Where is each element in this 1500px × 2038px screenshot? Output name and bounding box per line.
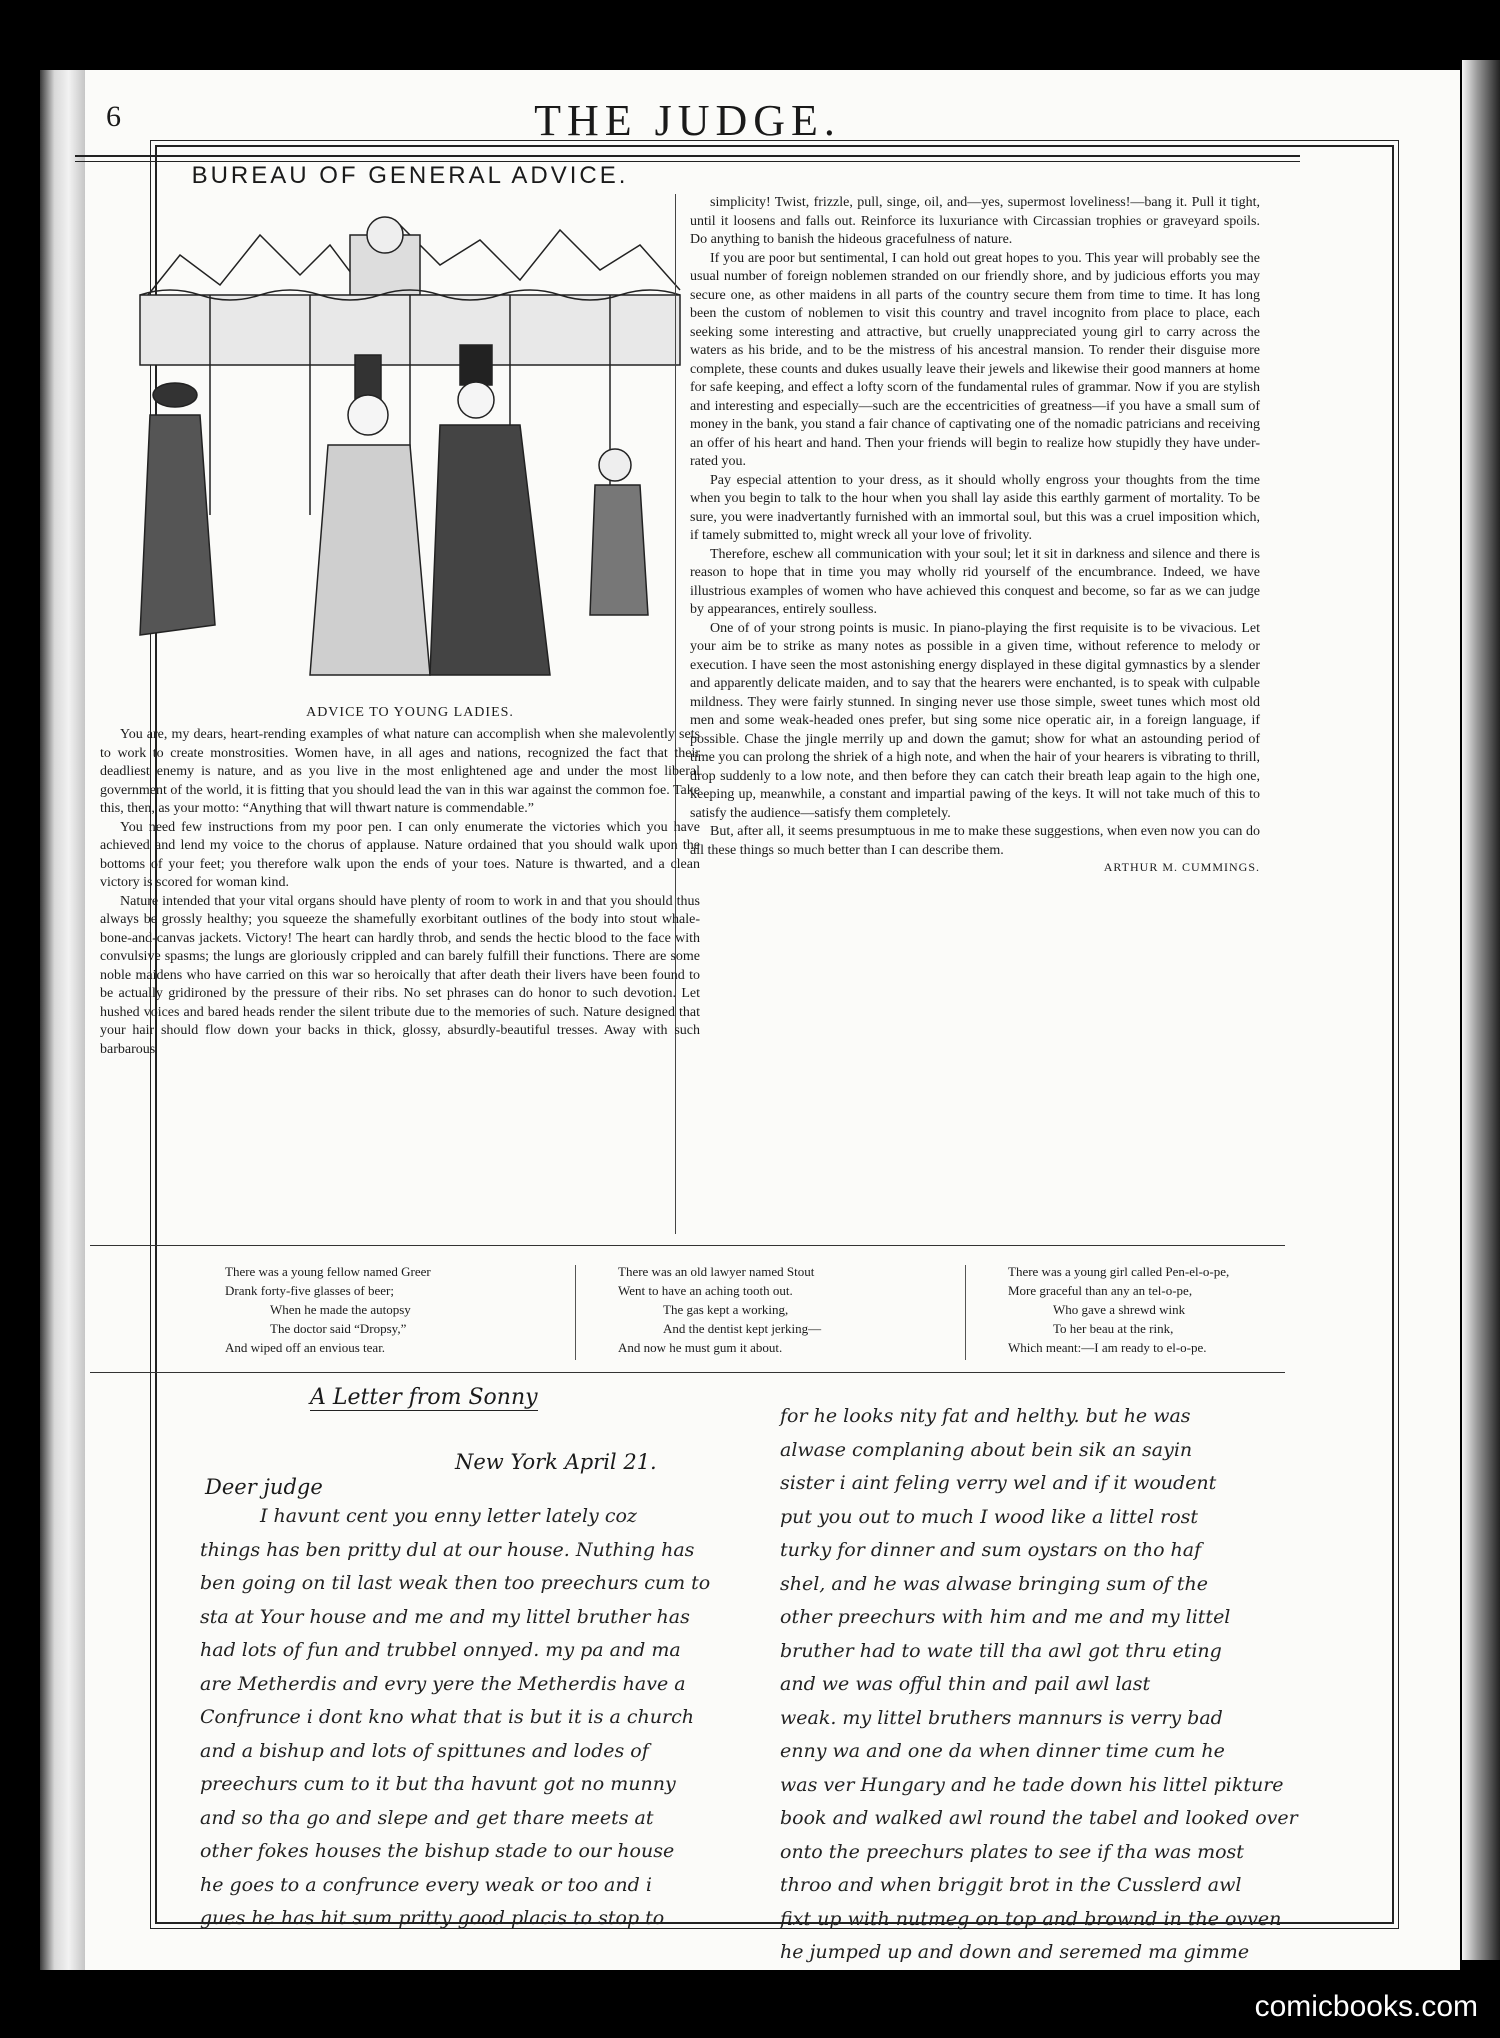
masthead-rule	[75, 155, 1300, 157]
limerick-line: Went to have an aching tooth out.	[618, 1283, 793, 1298]
limerick-line: And wiped off an envious tear.	[225, 1340, 386, 1355]
cartoon-illustration	[100, 195, 720, 705]
letter-line: sta at Your house and me and my littel bruther has	[200, 1605, 690, 1628]
letter-line: I havunt cent you enny letter lately coz	[260, 1505, 637, 1527]
limerick-line: To her beau at the rink,	[1053, 1321, 1174, 1336]
letter-line: put you out to much I wood like a littel rost	[780, 1505, 1199, 1528]
letter-line: and so tha go and slepe and get thare meets at	[200, 1806, 654, 1829]
limerick-line: Who gave a shrewd wink	[1053, 1302, 1186, 1317]
limerick-line: More graceful than any an tel-o-pe,	[1008, 1283, 1193, 1298]
limerick-divider	[965, 1265, 966, 1360]
letter-line: he goes to a confrunce every weak or too and i	[200, 1873, 652, 1896]
article-column-right	[690, 194, 1260, 877]
letter-line: he jumped up and down and seremed ma gimme	[780, 1941, 1250, 1963]
letter-line: enny wa and one da when dinner time cum he	[780, 1740, 1225, 1762]
letter-line: onto the preechurs plates to see if tha was most	[780, 1840, 1244, 1863]
letter-line: turky for dinner and sum oystars on tho haf	[780, 1539, 1202, 1561]
letter-line: preechurs cum to it but tha havunt got no munny	[200, 1773, 676, 1795]
letter-line: throo and when briggit brot in the Cusslerd awl	[780, 1874, 1242, 1896]
letter-line: book and walked awl round the tabel and looked over	[780, 1807, 1298, 1829]
illustration-caption: ADVICE TO YOUNG LADIES.	[306, 705, 514, 720]
letter-line: and a bishup and lots of spittunes and lodes of	[200, 1739, 649, 1762]
letter-line: other preechurs with him and me and my littel	[780, 1606, 1231, 1628]
article-column-left	[100, 726, 700, 1059]
limerick-line: Which meant:—I am ready to el-o-pe.	[1008, 1340, 1207, 1355]
letter-line: gues he has hit sum pritty good placis to stop to	[200, 1907, 665, 1929]
letter-salutation: Deer judge	[205, 1475, 323, 1499]
limerick-line: There was a young girl called Pen-el-o-pe,	[1008, 1264, 1230, 1279]
letter-line: ben going on til last weak then too preechurs cum to	[200, 1572, 711, 1594]
letter-date: New York April 21.	[455, 1450, 657, 1474]
letter-line: sister i aint feling verry wel and if it woudent	[780, 1472, 1217, 1494]
letter-line: was ver Hungary and he tade down his littel pikture	[780, 1773, 1284, 1796]
article-paragraph: Therefore, eschew all communication with your soul; let it sit in darkness and silence and there is reason to hope that in time you may wholly rid yourself of the encumbrance. Indeed, we have illustrious examples of women who have achieved this conquest and become, so far as we can judge by appearances, entirely soulless.	[690, 546, 1260, 617]
letter-line: fixt up with nutmeg on top and brownd in the ovven	[780, 1907, 1282, 1930]
limerick-line: And the dentist kept jerking—	[663, 1321, 822, 1336]
letter-line: other fokes houses the bishup stade to our house	[200, 1840, 675, 1862]
article-title: BUREAU OF GENERAL ADVICE.	[191, 162, 629, 189]
book-spine-left	[40, 70, 88, 1970]
letter-line: bruther had to wate till tha awl got thru eting	[780, 1639, 1222, 1662]
article-paragraph: Nature intended that your vital organs should have plenty of room to work in and that you should thus always be grossly healthy; you squeeze the shamefully exorbitant outlines of the body into stout whale-bone-and-canvas jackets. Victory! The heart can hardly throb, and sends the hectic blood to the face with convulsive spasms; the lungs are gloriously crippled and can barely fulfill their functions. There are some noble maidens who have carried on this war so heroically that after death their livers have been found to be actually gridironed by the pressure of their ribs. No set phrases can do honor to such devotion. Let hushed voices and bared heads render the silent tribute due to the memories of such. Nature designed that your hair should flow down your backs in thick, glossy, absurdly-beautiful tresses. Away with such barbarous	[100, 893, 700, 1057]
article-paragraph: If you are poor but sentimental, I can hold out great hopes to you. This year will probably see the usual number of foreign noblemen stranded on our friendly shore, and by judicious efforts you may secure one, as other maidens in all parts of the country secure them from time to time. It has long been the custom of noblemen to visit this country and travel incognito from place to place, each seeking some interesting and attractive, but cruelly unappreciated young girl to carry across the waters as his bride, and to be the mistress of his ancestral mansion. To render their disguise more complete, these counts and dukes usually leave their jewels and likewise their good manners at home for safe keeping, and effect a lofty scorn of the fundamental rules of grammar. Now if you are stylish and interesting and especially—such are the eccentricities of greatness—if you have a small sum of money in the bank, you stand a fair chance of captivating one of the nomadic patricians and receiving an offer of his heart and hand. Then your friends will begin to realize how stupidly they have under-rated you.	[690, 250, 1260, 469]
section-rule	[90, 1245, 1285, 1246]
letter-line: had lots of fun and trubbel onnyed. my pa and ma	[200, 1639, 681, 1661]
letter-line: and we was offul thin and pail awl last	[780, 1673, 1151, 1695]
article-paragraph: One of of your strong points is music. In piano-playing the first requisite is to be vivacious. Let your aim be to strike as many notes as possible in a given time, without reference to melody or execution. I have seen the most astonishing energy displayed in these digital gymnastics by a slender and apparently delicate maiden, and to say that the hearers were enchanted, is to speak with culpable mildness. They were fairly stunned. In singing never use those simple, sweet tunes which most old men and some weak-headed ones prefer, but sing some nice operatic air, in a foreign language, if possible. Chase the jingle merrily up and down the gamut; show for what an astounding period of time you can prolong the shriek of a high note, and when the hair of your hearers is vibrating to thrill, drop suddenly to a low note, and then before they can catch their breath leap again to the high one, keeping up, meanwhile, a constant and impartial pawing of the keys. It will not take much of this to satisfy the audience—satisfy them completely.	[690, 620, 1260, 821]
letter-line: for he looks nity fat and helthy. but he was	[780, 1405, 1191, 1427]
section-rule	[90, 1372, 1285, 1373]
author-signature: ARTHUR M. CUMMINGS.	[1103, 860, 1260, 874]
letter-title: A Letter from Sonny	[310, 1385, 538, 1410]
page-number: 6	[106, 100, 121, 133]
limerick-line: The gas kept a working,	[663, 1302, 789, 1317]
limerick-line: Drank forty-five glasses of beer;	[225, 1283, 394, 1298]
limerick-line: There was an old lawyer named Stout	[618, 1264, 815, 1279]
letter-column-left	[200, 1500, 710, 1936]
site-watermark: comicbooks.com	[1254, 1990, 1478, 2023]
letter-column-right	[780, 1400, 1298, 1970]
article-paragraph: simplicity! Twist, frizzle, pull, singe, oil, and—yes, supermost loveliness!—bang it. Pull it tight, until it loosens and falls out. Reinforce its luxuriance with Circassian trophies or graveyard spoils. Do anything to banish the hideous gracefulness of nature.	[690, 195, 1260, 247]
limerick-line: The doctor said “Dropsy,”	[270, 1321, 407, 1336]
limerick-line: When he made the autopsy	[270, 1302, 411, 1317]
limerick-divider	[575, 1265, 576, 1360]
letter-line: Confrunce i dont kno what that is but it is a church	[200, 1706, 694, 1728]
article-paragraph: You are, my dears, heart-rending examples of what nature can accomplish when she malevolently sets to work to create monstrosities. Women have, in all ages and nations, recognized the fact that their deadliest enemy is nature, and as you live in the most enlightened age and under the most liberal government of the world, it is fitting that you should lead the van in this war against the common foe. Take this, then, as your motto: “Anything that will thwart nature is commendable.”	[100, 727, 700, 816]
letter-line: shel, and he was alwase bringing sum of the	[780, 1572, 1208, 1595]
next-page-edge	[1462, 60, 1500, 1960]
limerick-2	[618, 1262, 821, 1357]
letter-line: weak. my littel bruthers mannurs is verry bad	[780, 1706, 1223, 1729]
article-paragraph: Pay especial attention to your dress, as it should wholly engross your thoughts from the time when you begin to talk to the hour when you shall lay aside this earthly garment of mortality. To be sure, you were inadvertantly furnished with an immortal soul, but this was a cruel imposition which, if tamely submitted to, might wreck all your love of frivolity.	[690, 472, 1260, 543]
letter-line: are Metherdis and evry yere the Metherdis have a	[200, 1672, 686, 1695]
limerick-3	[1008, 1262, 1229, 1357]
limerick-1	[225, 1262, 431, 1357]
letter-line: alwase complaning about bein sik an sayin	[780, 1438, 1193, 1461]
letter-line: things has ben pritty dul at our house. Nuthing has	[200, 1538, 695, 1561]
limerick-line: There was a young fellow named Greer	[225, 1264, 431, 1279]
article-paragraph: You need few instructions from my poor pen. I can only enumerate the victories which you have achieved and lend my voice to the chorus of applause. Nature ordained that you should walk upon the bottoms of your feet; you therefore walk upon the ends of your toes. Nature is thwarted, and a clean victory is scored for woman kind.	[100, 819, 700, 890]
masthead: THE JUDGE.	[534, 96, 841, 145]
limerick-line: And now he must gum it about.	[618, 1340, 783, 1355]
column-divider	[675, 194, 676, 1234]
article-paragraph: But, after all, it seems presumptuous in me to make these suggestions, when even now you can do all these things so much better than I can describe them.	[690, 824, 1260, 858]
